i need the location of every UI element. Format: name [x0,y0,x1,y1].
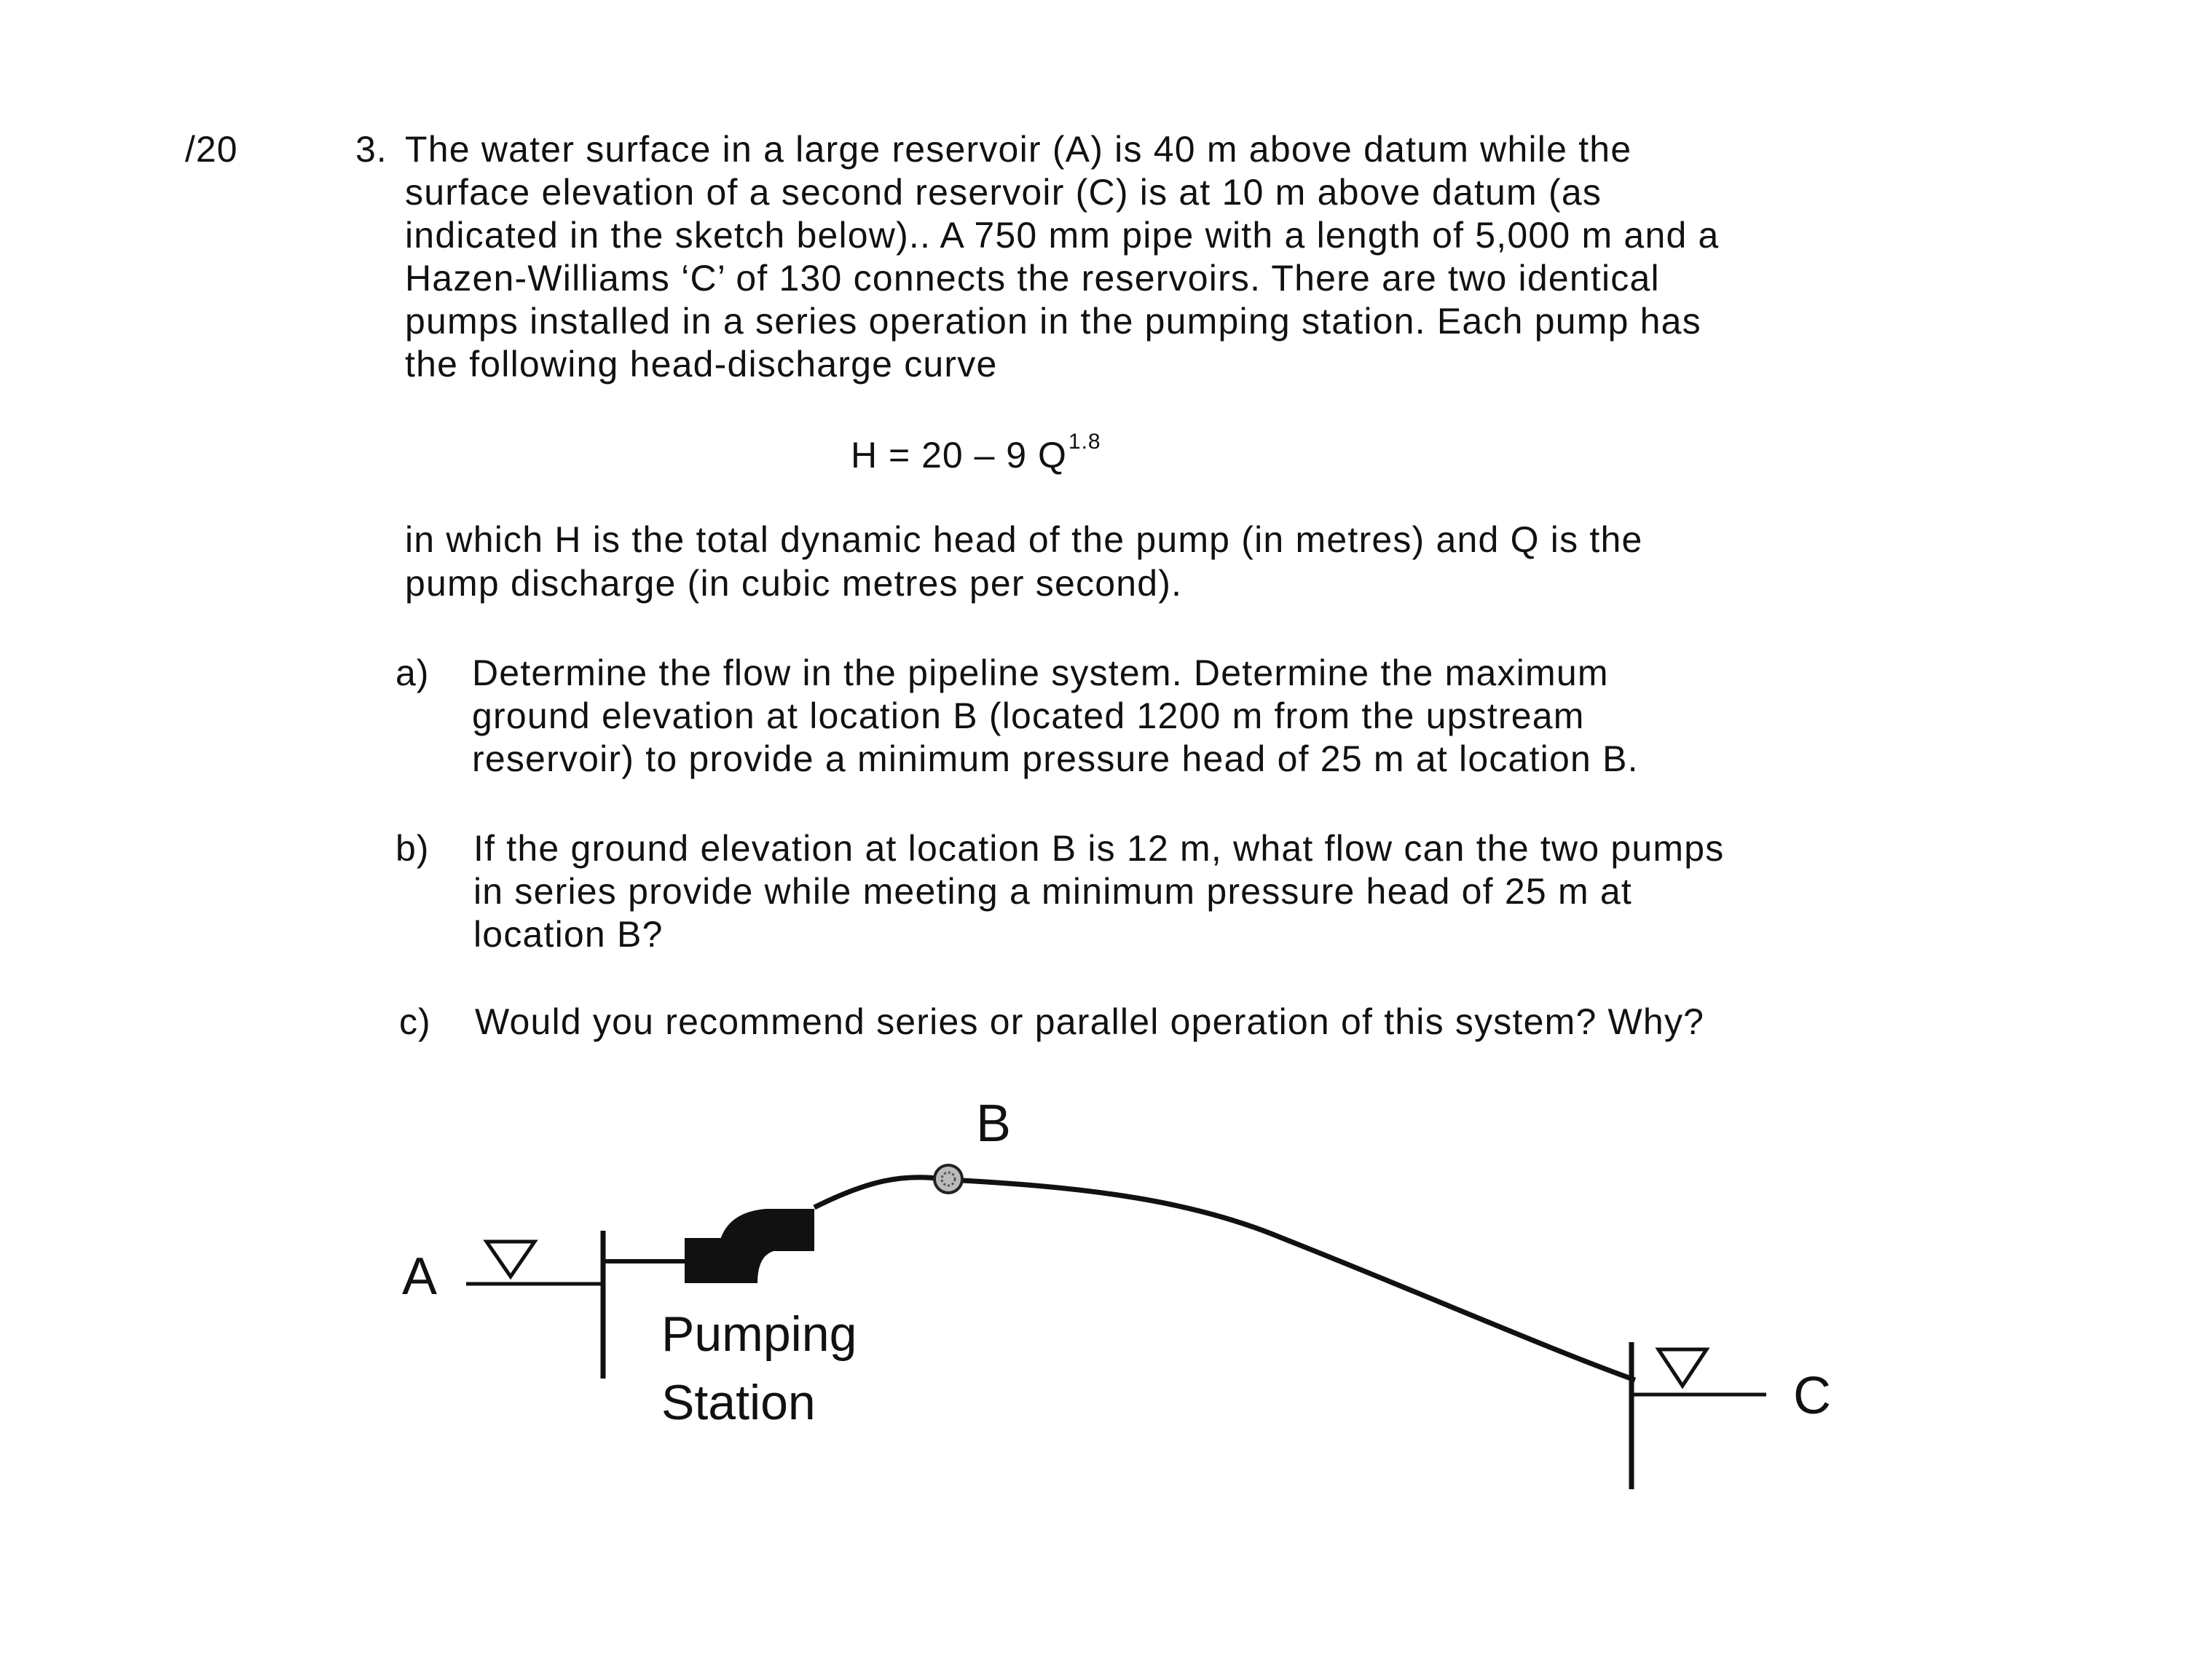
part-a-label: a) [395,652,430,693]
part-b-line: If the ground elevation at location B is 12 m, what flow can the two pumps [473,828,1725,869]
question-number: 3. [355,129,387,170]
equation-exponent: 1.8 [1068,430,1101,454]
part-b-label: b) [395,828,430,869]
intro-line: indicated in the sketch below).. A 750 mm pipe with a length of 5,000 m and a [405,215,1720,256]
pump-icon [685,1209,814,1283]
intro-line: surface elevation of a second reservoir (C) is at 10 m above datum (as [405,172,1602,213]
pipeline [814,1178,1635,1380]
question-marks: /20 [185,129,238,170]
label-a: A [402,1247,438,1306]
reservoir-c [1632,1342,1766,1489]
part-c-label: c) [399,1001,431,1042]
intro-line: pumps installed in a series operation in the pumping station. Each pump has [405,301,1701,342]
label-c: C [1793,1367,1831,1425]
intro-line: the following head-discharge curve [405,344,998,385]
water-surface-triangle-icon [1658,1349,1707,1386]
part-a-line: ground elevation at location B (located 1200 m from the upstream [472,695,1585,736]
station-line-1: Pumping [661,1306,857,1362]
intro-line: Hazen-Williams ‘C’ of 130 connects the reservoirs. There are two identical [405,258,1660,299]
intro-line: The water surface in a large reservoir (A) is 40 m above datum while the [405,129,1632,170]
location-b-marker-icon [934,1165,962,1193]
station-line-2: Station [661,1375,816,1430]
water-surface-triangle-icon [487,1242,535,1277]
label-b: B [976,1095,1012,1153]
explanation-line: in which H is the total dynamic head of the pump (in metres) and Q is the [405,519,1643,560]
equation-base: H = 20 – 9 Q [851,435,1067,476]
part-c-line: Would you recommend series or parallel operation of this system? Why? [475,1001,1705,1042]
part-a-line: Determine the flow in the pipeline system. Determine the maximum [472,652,1609,693]
reservoir-a [466,1231,603,1379]
part-b-line: location B? [473,914,664,955]
pumping-station-label [661,1300,857,1437]
part-b-line: in series provide while meeting a minimum pressure head of 25 m at [473,871,1633,912]
explanation-line: pump discharge (in cubic metres per second). [405,563,1183,604]
part-a-line: reservoir) to provide a minimum pressure head of 25 m at location B. [472,738,1639,779]
